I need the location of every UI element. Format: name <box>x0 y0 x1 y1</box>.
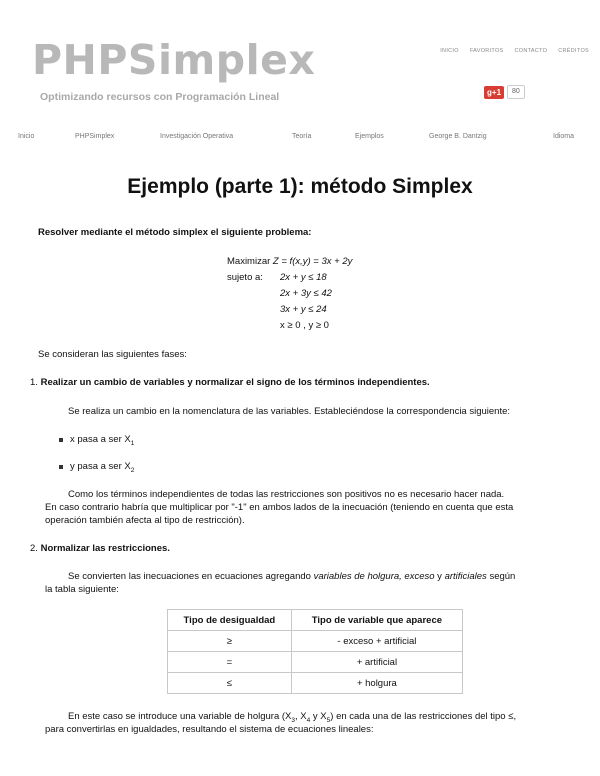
nav-item-ejemplos[interactable]: Ejemplos <box>355 133 384 140</box>
top-link-creditos[interactable]: CRÉDITOS <box>558 48 589 54</box>
table-cell: + holgura <box>291 673 462 694</box>
top-link-inicio[interactable]: INICIO <box>440 48 459 54</box>
table-row <box>168 652 463 673</box>
top-link-favoritos[interactable]: FAVORITOS <box>469 48 504 54</box>
table-header-cell: Tipo de desigualdad <box>168 610 292 631</box>
step-1-paragraph: Se realiza un cambio en la nomenclatura de las variables. Estableciéndose la correspondencia siguiente: <box>68 406 511 417</box>
gplus-widget <box>484 85 525 99</box>
step-2-heading: 2. Normalizar las restricciones. <box>30 543 170 554</box>
gplus-count: 80 <box>507 85 525 99</box>
step-1-para2-line2: En caso contrario habría que multiplicar por "-1" en ambos lados de la inecuación (teniendo en cuenta que esta <box>45 502 514 513</box>
table-cell: - exceso + artificial <box>291 631 462 652</box>
nav-item-idioma[interactable]: Idioma <box>553 133 575 140</box>
site-tagline: Optimizando recursos con Programación Lineal <box>40 91 280 103</box>
page-title: Ejemplo (parte 1): método Simplex <box>127 175 473 198</box>
bullet-icon <box>59 438 63 442</box>
bullet-icon <box>59 465 63 469</box>
site-logo[interactable]: PHPSimplex <box>32 36 316 84</box>
table-cell: = <box>168 652 292 673</box>
closing-line2: para convertirlas en igualdades, resultando el sistema de ecuaciones lineales: <box>45 724 374 735</box>
table-cell: ≤ <box>168 673 292 694</box>
bullet-y: y pasa a ser $X_2$ <box>70 461 135 474</box>
problem-objective: Maximizar Z = f(x,y) = 3x + 2y <box>227 256 353 267</box>
nav-item-teoria[interactable]: Teoría <box>292 133 312 140</box>
table-header-cell: Tipo de variable que aparece <box>291 610 462 631</box>
gplus-button[interactable]: g+1 <box>484 86 504 99</box>
step-1-para2-line3: operación también afecta al tipo de restricción). <box>45 515 245 526</box>
nav-item-phpsimplex[interactable]: PHPSimplex <box>75 133 115 140</box>
constraint-4: x ≥ 0 , y ≥ 0 <box>280 320 329 331</box>
variables-table <box>167 609 463 694</box>
main-nav <box>0 133 600 145</box>
step-2-paragraph: Se convierten las inecuaciones en ecuaciones agregando variables de holgura, exceso y artificiales según <box>68 571 516 582</box>
table-row <box>168 631 463 652</box>
step-1-heading: 1. Realizar un cambio de variables y normalizar el signo de los términos independientes. <box>30 377 430 388</box>
table-cell: + artificial <box>291 652 462 673</box>
problem-subject-label: sujeto a: <box>227 272 263 283</box>
table-row <box>168 673 463 694</box>
bullet-x: x pasa a ser $X_1$ <box>70 434 135 447</box>
phases-intro: Se consideran las siguientes fases: <box>38 349 187 360</box>
gplus-icon: g <box>487 87 492 97</box>
top-link-contacto[interactable]: CONTACTO <box>514 48 548 54</box>
nav-item-investigacion[interactable]: Investigación Operativa <box>160 133 234 140</box>
constraint-3: 3x + y ≤ 24 <box>280 304 327 315</box>
constraint-2: 2x + 3y ≤ 42 <box>280 288 332 299</box>
nav-item-dantzig[interactable]: George B. Dantzig <box>429 133 487 140</box>
step-1-para2-line1: Como los términos independientes de todas las restricciones son positivos no es necesario hacer nada. <box>68 489 505 500</box>
step-2-paragraph-line2: la tabla siguiente: <box>45 584 119 595</box>
nav-item-inicio[interactable]: Inicio <box>18 133 35 140</box>
top-links <box>440 48 589 54</box>
table-header-row <box>168 610 463 631</box>
constraint-1: 2x + y ≤ 18 <box>280 272 327 283</box>
table-cell: ≥ <box>168 631 292 652</box>
intro-text: Resolver mediante el método simplex el siguiente problema: <box>38 227 312 238</box>
closing-line1: En este caso se introduce una variable de holgura ($X_3$, $X_4$ y $X_5$) en cada una de las restricciones del tipo ≤, <box>68 711 517 724</box>
